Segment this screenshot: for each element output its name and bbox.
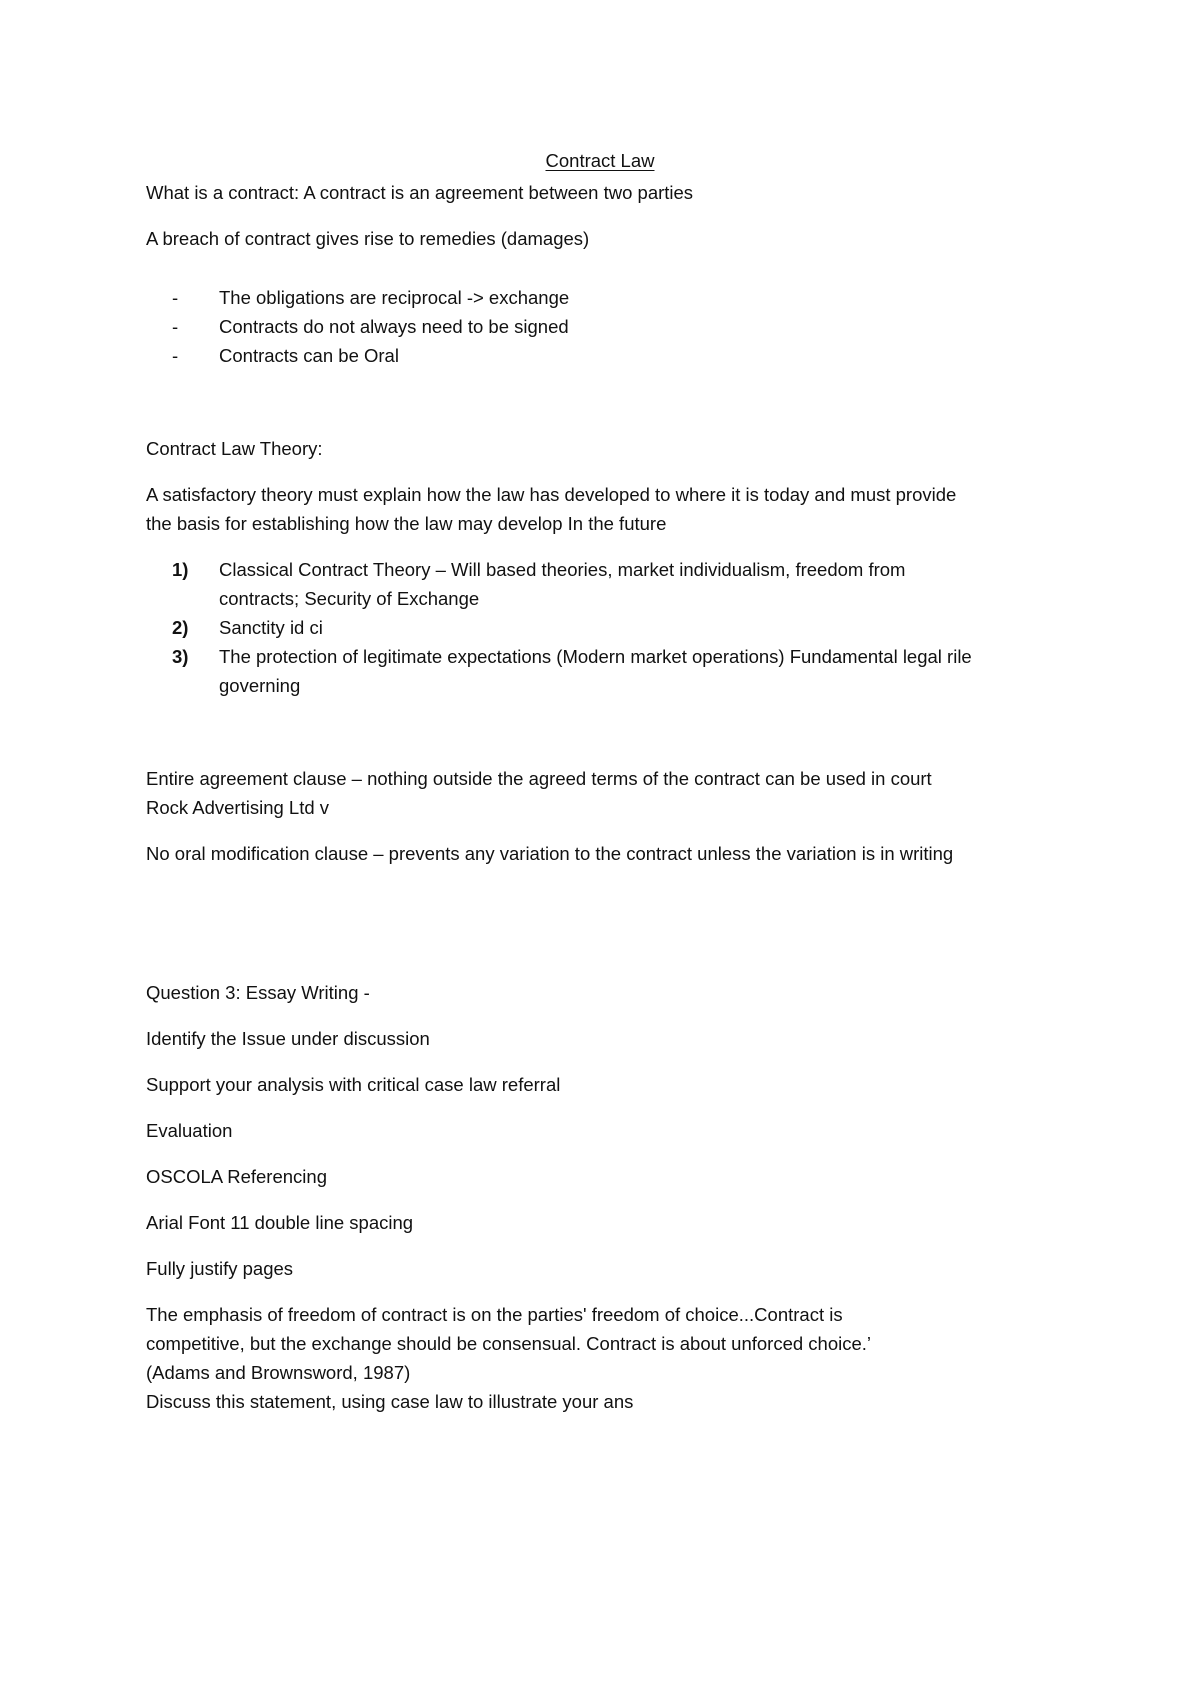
essay-heading: Question 3: Essay Writing - [146, 982, 370, 1003]
essay-point: Fully justify pages [146, 1258, 294, 1279]
numbered-item-line: governing [219, 675, 301, 696]
document-title: Contract Law [545, 150, 655, 171]
entire-agreement-clause: Entire agreement clause – nothing outside the agreed terms of the contract can be used in court [146, 768, 932, 789]
numbered-marker: 1) [172, 559, 189, 580]
quote-citation: (Adams and Brownsword, 1987) [146, 1362, 411, 1383]
theory-heading: Contract Law Theory: [146, 438, 323, 459]
entire-agreement-case: Rock Advertising Ltd v [146, 797, 330, 818]
quote-line: The emphasis of freedom of contract is on the parties' freedom of choice...Contract is [146, 1304, 843, 1325]
contract-definition: What is a contract: A contract is an agreement between two parties [146, 182, 694, 203]
essay-point: Identify the Issue under discussion [146, 1028, 430, 1049]
bullet-marker: - [172, 345, 179, 366]
no-oral-modification-clause: No oral modification clause – prevents any variation to the contract unless the variation is in writing [146, 843, 954, 864]
bullet-item: Contracts do not always need to be signed [219, 316, 569, 337]
quote-line: competitive, but the exchange should be consensual. Contract is about unforced choice.’ [146, 1333, 872, 1354]
bullet-marker: - [172, 316, 179, 337]
essay-instruction: Discuss this statement, using case law to illustrate your ans [146, 1391, 634, 1412]
numbered-marker: 2) [172, 617, 189, 638]
bullet-item: Contracts can be Oral [219, 345, 399, 366]
essay-point: OSCOLA Referencing [146, 1166, 327, 1187]
numbered-item-line: Sanctity id ci [219, 617, 323, 638]
essay-point: Arial Font 11 double line spacing [146, 1212, 414, 1233]
essay-point: Support your analysis with critical case law referral [146, 1074, 561, 1095]
bullet-item: The obligations are reciprocal -> exchange [219, 287, 570, 308]
bullet-marker: - [172, 287, 179, 308]
numbered-marker: 3) [172, 646, 189, 667]
essay-point: Evaluation [146, 1120, 233, 1141]
numbered-item-line: contracts; Security of Exchange [219, 588, 480, 609]
numbered-item-line: The protection of legitimate expectations (Modern market operations) Fundamental legal rile [219, 646, 972, 667]
breach-statement: A breach of contract gives rise to remedies (damages) [146, 228, 590, 249]
numbered-item-line: Classical Contract Theory – Will based theories, market individualism, freedom from [219, 559, 906, 580]
theory-paragraph-line: the basis for establishing how the law may develop In the future [146, 513, 667, 534]
theory-paragraph-line: A satisfactory theory must explain how the law has developed to where it is today and must provide [146, 484, 957, 505]
